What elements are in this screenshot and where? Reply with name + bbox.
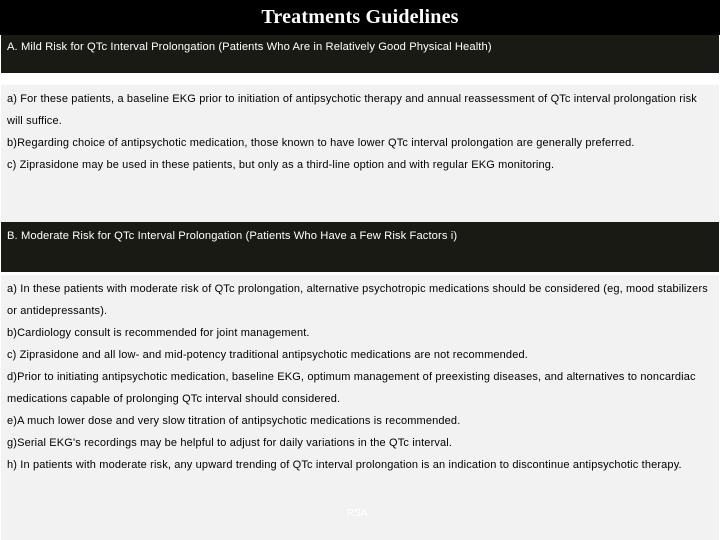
section-b-item: c) Ziprasidone and all low- and mid-potency traditional antipsychotic medications are not recommended. bbox=[7, 349, 528, 361]
section-a-header-text: A. Mild Risk for QTc Interval Prolongation (Patients Who Are in Relatively Good Physical Health) bbox=[7, 41, 492, 53]
section-b-header-text: B. Moderate Risk for QTc Interval Prolongation (Patients Who Have a Few Risk Factors i) bbox=[7, 230, 458, 242]
section-a-body bbox=[1, 85, 719, 222]
section-a-item: a) For these patients, a baseline EKG prior to initiation of antipsychotic therapy and annual reassessment of QTc interval prolongation risk will suffice. bbox=[7, 93, 697, 127]
section-b-item: g)Serial EKG's recordings may be helpful to adjust for daily variations in the QTc interval. bbox=[7, 437, 453, 449]
section-b-body bbox=[1, 275, 719, 540]
section-b-item: d)Prior to initiating antipsychotic medication, baseline EKG, optimum management of preexisting diseases, and alternatives to noncardiac medications capable of prolonging QTc interval should considered. bbox=[7, 371, 696, 405]
footer-watermark: RSA bbox=[347, 508, 368, 519]
section-b-item: b)Cardiology consult is recommended for joint management. bbox=[7, 327, 310, 339]
section-b-item: h) In patients with moderate risk, any upward trending of QTc interval prolongation is an indication to discontinue antipsychotic therapy. bbox=[7, 459, 682, 471]
section-b-item: e)A much lower dose and very slow titration of antipsychotic medications is recommended. bbox=[7, 415, 461, 427]
section-a-header bbox=[1, 35, 719, 73]
section-a-item: b)Regarding choice of antipsychotic medication, those known to have lower QTc interval prolongation are generally preferred. bbox=[7, 137, 635, 149]
section-b-header bbox=[1, 222, 719, 272]
section-a-item: c) Ziprasidone may be used in these patients, but only as a third-line option and with regular EKG monitoring. bbox=[7, 159, 555, 171]
title-bar bbox=[0, 0, 720, 35]
section-b-item: a) In these patients with moderate risk of QTc prolongation, alternative psychotropic medications should be considered (eg, mood stabilizers or antidepressants). bbox=[7, 283, 708, 317]
page-title: Treatments Guidelines bbox=[261, 6, 459, 28]
